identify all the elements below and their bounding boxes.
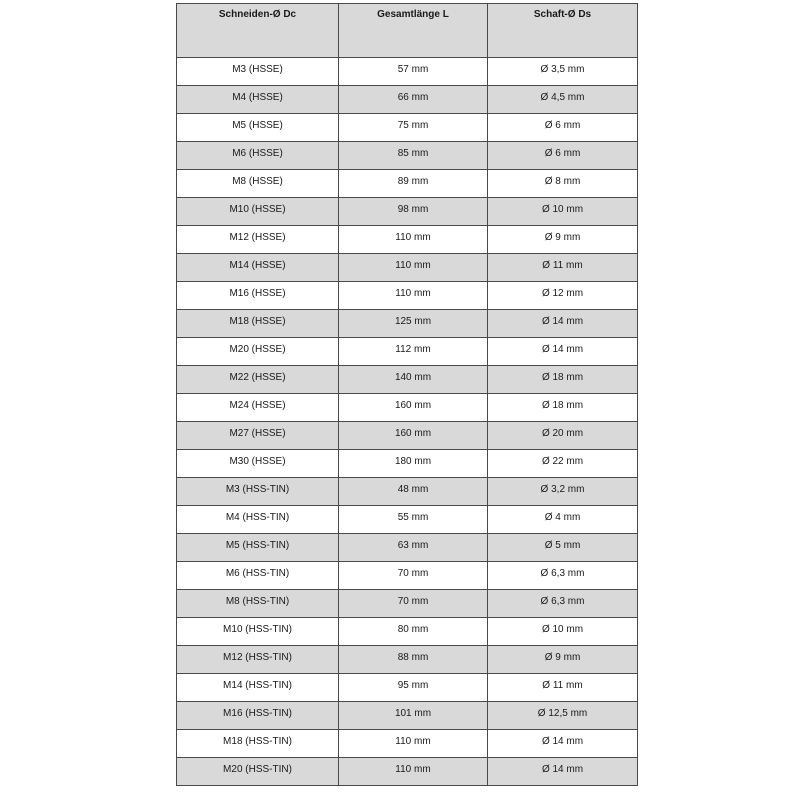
cell-cutting-diameter: M6 (HSSE) (177, 142, 339, 170)
cell-shank-diameter: Ø 14 mm (488, 730, 638, 758)
cell-total-length: 110 mm (339, 226, 488, 254)
cell-shank-diameter: Ø 4 mm (488, 506, 638, 534)
table-row (177, 450, 638, 478)
cell-cutting-diameter: M4 (HSS-TIN) (177, 506, 339, 534)
table-row (177, 674, 638, 702)
cell-cutting-diameter: M27 (HSSE) (177, 422, 339, 450)
cell-total-length: 80 mm (339, 618, 488, 646)
cell-total-length: 112 mm (339, 338, 488, 366)
cell-cutting-diameter: M18 (HSSE) (177, 310, 339, 338)
cell-shank-diameter: Ø 8 mm (488, 170, 638, 198)
table-row (177, 562, 638, 590)
cell-cutting-diameter: M12 (HSS-TIN) (177, 646, 339, 674)
cell-shank-diameter: Ø 6 mm (488, 114, 638, 142)
cell-total-length: 95 mm (339, 674, 488, 702)
table-row (177, 142, 638, 170)
cell-shank-diameter: Ø 4,5 mm (488, 86, 638, 114)
cell-shank-diameter: Ø 14 mm (488, 310, 638, 338)
cell-cutting-diameter: M14 (HSS-TIN) (177, 674, 339, 702)
table-row (177, 114, 638, 142)
table-body (177, 58, 638, 786)
cell-cutting-diameter: M10 (HSSE) (177, 198, 339, 226)
table-row (177, 226, 638, 254)
cell-cutting-diameter: M8 (HSSE) (177, 170, 339, 198)
table-row (177, 534, 638, 562)
cell-shank-diameter: Ø 3,2 mm (488, 478, 638, 506)
cell-cutting-diameter: M3 (HSSE) (177, 58, 339, 86)
cell-shank-diameter: Ø 11 mm (488, 674, 638, 702)
table-row (177, 310, 638, 338)
cell-cutting-diameter: M6 (HSS-TIN) (177, 562, 339, 590)
table-row (177, 758, 638, 786)
cell-cutting-diameter: M5 (HSSE) (177, 114, 339, 142)
cell-total-length: 160 mm (339, 422, 488, 450)
header-shank-diameter: Schaft-Ø Ds (488, 4, 638, 58)
table-row (177, 646, 638, 674)
cell-shank-diameter: Ø 18 mm (488, 394, 638, 422)
table-row (177, 394, 638, 422)
header-cutting-diameter: Schneiden-Ø Dc (177, 4, 339, 58)
cell-total-length: 101 mm (339, 702, 488, 730)
table-row (177, 618, 638, 646)
cell-cutting-diameter: M16 (HSS-TIN) (177, 702, 339, 730)
cell-total-length: 140 mm (339, 366, 488, 394)
cell-total-length: 160 mm (339, 394, 488, 422)
table-row (177, 730, 638, 758)
cell-cutting-diameter: M16 (HSSE) (177, 282, 339, 310)
cell-shank-diameter: Ø 14 mm (488, 758, 638, 786)
table-row (177, 590, 638, 618)
table-row (177, 478, 638, 506)
table-row (177, 86, 638, 114)
cell-shank-diameter: Ø 12,5 mm (488, 702, 638, 730)
cell-shank-diameter: Ø 9 mm (488, 226, 638, 254)
cell-shank-diameter: Ø 10 mm (488, 618, 638, 646)
cell-total-length: 88 mm (339, 646, 488, 674)
cell-total-length: 110 mm (339, 282, 488, 310)
table-header (177, 4, 638, 58)
cell-cutting-diameter: M10 (HSS-TIN) (177, 618, 339, 646)
table-row (177, 254, 638, 282)
cell-cutting-diameter: M14 (HSSE) (177, 254, 339, 282)
cell-cutting-diameter: M20 (HSSE) (177, 338, 339, 366)
cell-total-length: 89 mm (339, 170, 488, 198)
cell-shank-diameter: Ø 18 mm (488, 366, 638, 394)
spec-table (176, 3, 638, 786)
cell-total-length: 180 mm (339, 450, 488, 478)
cell-shank-diameter: Ø 6,3 mm (488, 562, 638, 590)
cell-total-length: 55 mm (339, 506, 488, 534)
cell-cutting-diameter: M22 (HSSE) (177, 366, 339, 394)
cell-shank-diameter: Ø 12 mm (488, 282, 638, 310)
cell-total-length: 125 mm (339, 310, 488, 338)
cell-shank-diameter: Ø 3,5 mm (488, 58, 638, 86)
header-row (177, 4, 638, 58)
header-total-length: Gesamtlänge L (339, 4, 488, 58)
cell-shank-diameter: Ø 5 mm (488, 534, 638, 562)
cell-shank-diameter: Ø 9 mm (488, 646, 638, 674)
cell-total-length: 85 mm (339, 142, 488, 170)
cell-cutting-diameter: M20 (HSS-TIN) (177, 758, 339, 786)
cell-cutting-diameter: M4 (HSSE) (177, 86, 339, 114)
cell-shank-diameter: Ø 14 mm (488, 338, 638, 366)
table-row (177, 338, 638, 366)
cell-cutting-diameter: M18 (HSS-TIN) (177, 730, 339, 758)
cell-cutting-diameter: M30 (HSSE) (177, 450, 339, 478)
cell-total-length: 63 mm (339, 534, 488, 562)
cell-total-length: 48 mm (339, 478, 488, 506)
table-row (177, 506, 638, 534)
cell-total-length: 110 mm (339, 254, 488, 282)
table-row (177, 58, 638, 86)
cell-total-length: 75 mm (339, 114, 488, 142)
table-row (177, 282, 638, 310)
cell-total-length: 66 mm (339, 86, 488, 114)
cell-cutting-diameter: M5 (HSS-TIN) (177, 534, 339, 562)
cell-shank-diameter: Ø 20 mm (488, 422, 638, 450)
cell-total-length: 110 mm (339, 730, 488, 758)
table-row (177, 198, 638, 226)
cell-shank-diameter: Ø 6,3 mm (488, 590, 638, 618)
cell-cutting-diameter: M3 (HSS-TIN) (177, 478, 339, 506)
table-row (177, 170, 638, 198)
cell-cutting-diameter: M12 (HSSE) (177, 226, 339, 254)
cell-cutting-diameter: M8 (HSS-TIN) (177, 590, 339, 618)
cell-shank-diameter: Ø 6 mm (488, 142, 638, 170)
cell-total-length: 70 mm (339, 590, 488, 618)
cell-total-length: 98 mm (339, 198, 488, 226)
cell-cutting-diameter: M24 (HSSE) (177, 394, 339, 422)
cell-total-length: 70 mm (339, 562, 488, 590)
cell-shank-diameter: Ø 11 mm (488, 254, 638, 282)
cell-shank-diameter: Ø 22 mm (488, 450, 638, 478)
table-row (177, 702, 638, 730)
cell-shank-diameter: Ø 10 mm (488, 198, 638, 226)
table-row (177, 422, 638, 450)
cell-total-length: 57 mm (339, 58, 488, 86)
table-row (177, 366, 638, 394)
cell-total-length: 110 mm (339, 758, 488, 786)
